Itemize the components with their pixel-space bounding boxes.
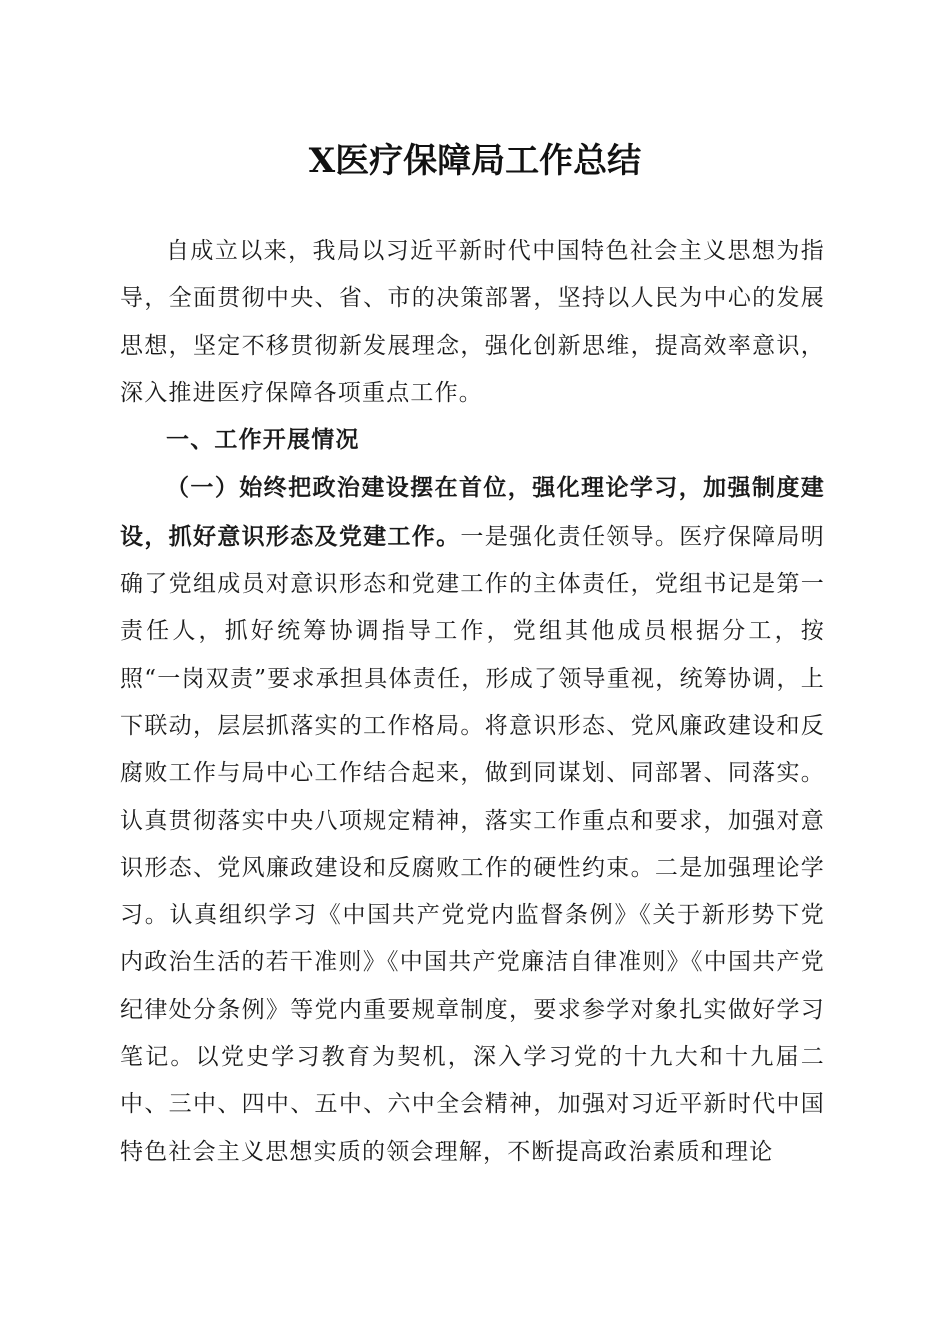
subsection-paragraph	[120, 464, 825, 1175]
section-heading: 一、工作开展情况	[166, 427, 360, 454]
subsection-lead: （一）始终把政治建设摆在首位，强化理论学习，加强制度建设，抓好意识形态及党建工作。	[120, 474, 825, 550]
intro-paragraph: 自成立以来，我局以习近平新时代中国特色社会主义思想为指导，全面贯彻中央、省、市的决策部署，坚持以人民为中心的发展思想，坚定不移贯彻新发展理念，强化创新思维，提高效率意识，深入推进医疗保障各项重点工作。	[120, 238, 825, 406]
document-body	[120, 228, 825, 1176]
subsection-body: 一是强化责任领导。医疗保障局明确了党组成员对意识形态和党建工作的主体责任，党组书记是第一责任人，抓好统筹协调指导工作，党组其他成员根据分工，按照“一岗双责”要求承担具体责任，形成了领导重视，统筹协调，上下联动，层层抓落实的工作格局。将意识形态、党风廉政建设和反腐败工作与局中心工作结合起来，做到同谋划、同部署、同落实。认真贯彻落实中央八项规定精神，落实工作重点和要求，加强对意识形态、党风廉政建设和反腐败工作的硬性约束。二是加强理论学习。认真组织学习《中国共产党党内监督条例》《关于新形势下党内政治生活的若干准则》《中国共产党廉洁自律准则》《中国共产党纪律处分条例》等党内重要规章制度，要求参学对象扎实做好学习笔记。以党史学习教育为契机，深入学习党的十九大和十九届二中、三中、四中、五中、六中全会精神，加强对习近平新时代中国特色社会主义思想实质的领会理解，不断提高政治素质和理论	[120, 523, 826, 1165]
document-title: X医疗保障局工作总结	[308, 141, 642, 181]
